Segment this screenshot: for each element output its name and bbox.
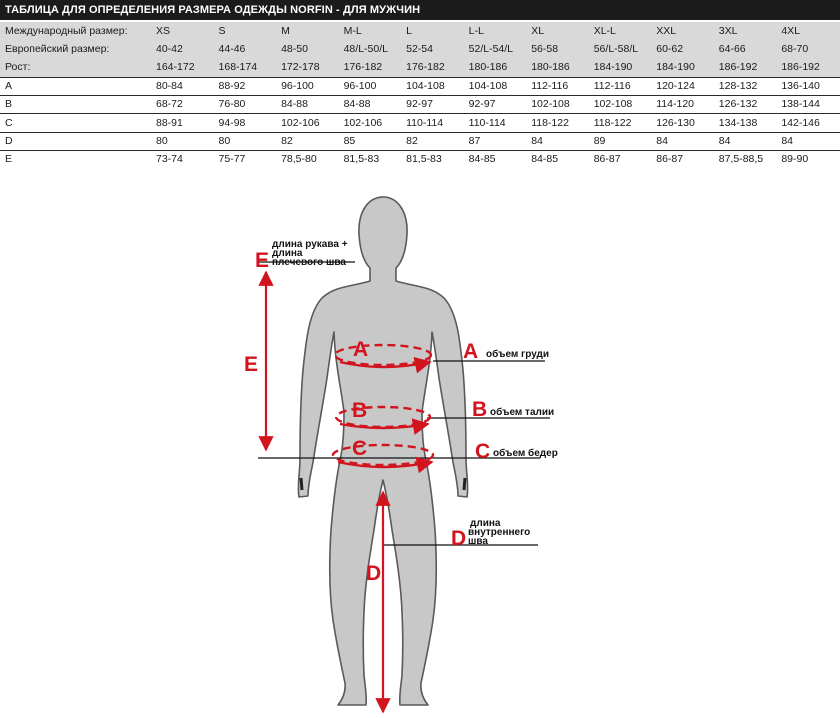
table-cell: 164-172 (152, 58, 215, 77)
table-cell: 84 (777, 132, 840, 150)
label-inseam-2: внутреннего (468, 527, 531, 538)
table-row (0, 40, 840, 58)
table-cell: 110-114 (402, 113, 465, 132)
letter-d-label: D (451, 527, 467, 550)
table-cell: 64-66 (715, 40, 778, 58)
table-cell: 84 (652, 132, 715, 150)
label-inseam-3: шва (468, 536, 488, 547)
table-cell: 84 (715, 132, 778, 150)
table-cell: 84-85 (531, 153, 559, 166)
table-cell: 168-174 (215, 58, 278, 77)
body-measurement-diagram (0, 190, 840, 718)
table-cell: 52/L-54/L (465, 40, 528, 58)
label-chest: объем груди (486, 349, 549, 360)
letter-c-label: C (475, 440, 491, 463)
table-cell: 136-140 (777, 77, 840, 95)
table-cell: 4XL (777, 22, 840, 40)
table-cell: L (402, 22, 465, 40)
label-sleeve-1: длина рукава + (272, 239, 348, 250)
label-waist: объем талии (490, 407, 555, 418)
table-cell: 73-74 (156, 153, 183, 166)
table-cell: 96-100 (340, 77, 403, 95)
table-cell: 112-116 (590, 77, 653, 95)
table-cell: 78,5-80 (281, 153, 317, 166)
table-cell: 89 (590, 132, 653, 150)
table-cell: 75-77 (218, 153, 246, 166)
table-cell: XL-L (590, 22, 653, 40)
row-label: Европейский размер: (0, 40, 152, 58)
size-table (0, 22, 840, 168)
table-cell: 92-97 (402, 95, 465, 113)
left-hand-mark (301, 478, 302, 490)
table-cell: 87,5-88,5 (718, 153, 764, 166)
row-label: Международный размер: (0, 22, 152, 40)
table-cell: 82 (402, 132, 465, 150)
right-hand-mark (464, 478, 465, 490)
table-cell: 186-192 (715, 58, 778, 77)
table-cell: 180-186 (465, 58, 528, 77)
table-cell: 176-182 (340, 58, 403, 77)
row-label: C (0, 113, 152, 132)
table-cell: 180-186 (527, 58, 590, 77)
table-cell: 44-46 (215, 40, 278, 58)
table-cell: 102-106 (340, 113, 403, 132)
table-cell: 87 (465, 132, 528, 150)
table-cell: 112-116 (527, 77, 590, 95)
table-cell: M-L (340, 22, 403, 40)
table-row (0, 132, 840, 150)
row-label: Рост: (0, 58, 152, 77)
table-row (0, 95, 840, 113)
table-cell: 128-132 (715, 77, 778, 95)
table-cell: 92-97 (465, 95, 528, 113)
table-cell: 184-190 (652, 58, 715, 77)
table-cell: M (277, 22, 340, 40)
table-cell: 142-146 (777, 113, 840, 132)
table-cell: 96-100 (277, 77, 340, 95)
table-cell: 88-91 (152, 113, 215, 132)
table-cell: 89-90 (781, 153, 809, 166)
table-cell: 138-144 (777, 95, 840, 113)
table-cell: 3XL (715, 22, 778, 40)
letter-b-label: B (472, 398, 488, 421)
table-cell: 82 (277, 132, 340, 150)
letter-e-label: E (255, 249, 270, 272)
table-cell: 80-84 (152, 77, 215, 95)
table-cell: 114-120 (652, 95, 715, 113)
table-cell: 110-114 (465, 113, 528, 132)
table-cell: 104-108 (465, 77, 528, 95)
table-cell: 126-132 (715, 95, 778, 113)
table-cell: 176-182 (402, 58, 465, 77)
table-cell: 84 (527, 132, 590, 150)
table-cell: 118-122 (590, 113, 653, 132)
table-cell: S (215, 22, 278, 40)
table-cell: 68-72 (152, 95, 215, 113)
table-cell: 80 (152, 132, 215, 150)
table-cell: XXL (652, 22, 715, 40)
row-label: D (0, 132, 152, 150)
table-title: ТАБЛИЦА ДЛЯ ОПРЕДЕЛЕНИЯ РАЗМЕРА ОДЕЖДЫ NORFIN - ДЛЯ МУЖЧИН (0, 0, 840, 20)
letter-a-inside: A (353, 338, 369, 361)
table-cell: 84-85 (468, 153, 496, 166)
label-hips: объем бедер (493, 448, 558, 459)
table-cell: 40-42 (152, 40, 215, 58)
table-cell: 186-192 (777, 58, 840, 77)
table-row (0, 77, 840, 95)
table-cell: 88-92 (215, 77, 278, 95)
table-cell: 86-87 (593, 153, 621, 166)
table-cell: 60-62 (652, 40, 715, 58)
table-cell: 94-98 (215, 113, 278, 132)
table-cell: 84-88 (340, 95, 403, 113)
table-row (0, 58, 840, 77)
table-cell: 56/L-58/L (590, 40, 653, 58)
table-cell: 104-108 (402, 77, 465, 95)
table-row (0, 150, 840, 168)
row-label: E (5, 153, 13, 166)
table-cell: 134-138 (715, 113, 778, 132)
table-cell: 81,5-83 (343, 153, 380, 166)
table-cell: 48/L-50/L (340, 40, 403, 58)
table-cell: 56-58 (527, 40, 590, 58)
table-cell: 102-106 (277, 113, 340, 132)
table-cell: 85 (340, 132, 403, 150)
table-cell: L-L (465, 22, 528, 40)
table-cell: 120-124 (652, 77, 715, 95)
letter-c-inside: C (352, 437, 368, 460)
letter-a-label: A (463, 340, 479, 363)
letter-e-side: E (244, 353, 259, 376)
label-sleeve-2: длина (272, 248, 303, 259)
table-cell: 52-54 (402, 40, 465, 58)
table-row (0, 22, 840, 40)
table-cell: 86-87 (656, 153, 684, 166)
row-label: B (0, 95, 152, 113)
letter-b-inside: B (352, 399, 368, 422)
table-cell: 84-88 (277, 95, 340, 113)
table-cell: 102-108 (590, 95, 653, 113)
table-cell: 68-70 (777, 40, 840, 58)
table-cell: 102-108 (527, 95, 590, 113)
table-row (0, 113, 840, 132)
table-cell: 126-130 (652, 113, 715, 132)
letter-d-side: D (366, 562, 382, 585)
table-cell: 80 (215, 132, 278, 150)
table-cell: 184-190 (590, 58, 653, 77)
table-cell: 172-178 (277, 58, 340, 77)
table-cell: XS (152, 22, 215, 40)
label-sleeve-3: плечевого шва (272, 257, 346, 268)
row-label: A (0, 77, 152, 95)
table-cell: 76-80 (215, 95, 278, 113)
label-inseam-1: длина (470, 518, 501, 529)
table-cell: 48-50 (277, 40, 340, 58)
table-cell: 118-122 (527, 113, 590, 132)
table-cell: XL (527, 22, 590, 40)
table-cell: 81,5-83 (406, 153, 442, 166)
